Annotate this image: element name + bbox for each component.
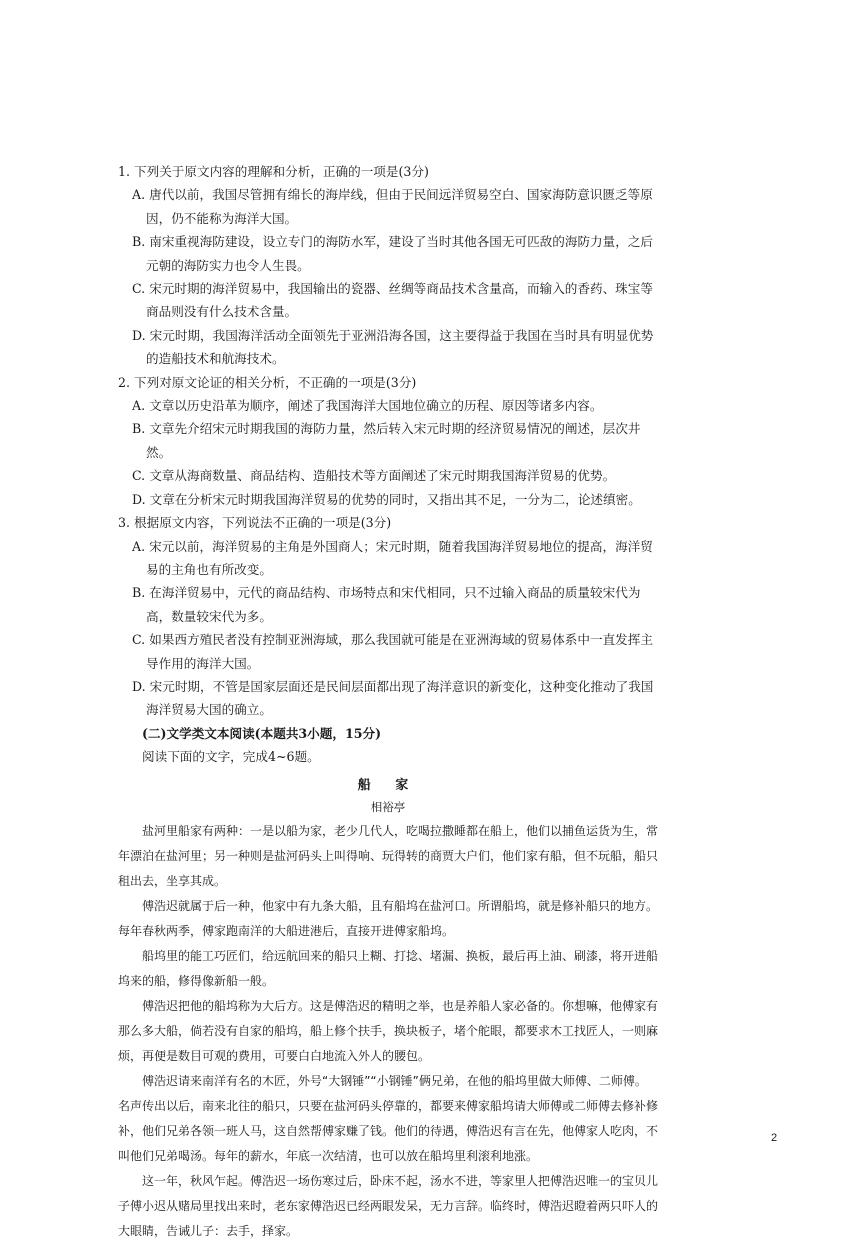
question-1-option-a: A. 唐代以前，我国尽管拥有绵长的海岸线，但由于民间远洋贸易空白、国家海防意识匮乏等原因，仍不能称为海洋大国。	[132, 187, 653, 226]
question-3-option-d: D. 宋元时期，不管是国家层面还是民间层面都出现了海洋意识的新变化，这种变化推动了我国海洋贸易大国的确立。	[132, 678, 654, 718]
story-paragraph: 船坞里的能工巧匠们，给远航回来的船只上糊、打捻、堵漏、换板，最后再上油、刷漆，将开进船坞来的船，修得像新船一般。	[118, 948, 659, 988]
story-paragraph: 傅浩迟就属于后一种，他家中有九条大船，且有船坞在盐河口。所谓船坞，就是修补船只的地方。每年春秋两季，傅家跑南洋的大船进港后，直接开进傅家船坞。	[118, 898, 659, 938]
story-paragraph: 盐河里船家有两种：一是以船为家，老少几代人，吃喝拉撒睡都在船上，他们以捕鱼运货为生，常年漂泊在盐河里；另一种则是盐河码头上叫得响、玩得转的商贾大户们，他们家有船，但不玩船，船只租出去，坐享其成。	[118, 823, 659, 888]
page-content	[118, 160, 658, 1244]
question-1-stem: 1. 下列关于原文内容的理解和分析，正确的一项是(3分)	[118, 164, 429, 179]
section-heading: (二)文学类文本阅读(本题共3小题，15分)	[142, 725, 382, 741]
question-1-option-b: B. 南宋重视海防建设，设立专门的海防水军，建设了当时其他各国无可匹敌的海防力量，之后元朝的海防实力也令人生畏。	[132, 234, 654, 273]
question-2-option-a: A. 文章以历史沿革为顺序，阐述了我国海洋大国地位确立的历程、原因等诸多内容。	[132, 398, 603, 414]
question-1-option-d: D. 宋元时期，我国海洋活动全面领先于亚洲沿海各国，这主要得益于我国在当时具有明显优势的造船技术和航海技术。	[132, 327, 654, 367]
question-3-stem: 3. 根据原文内容，下列说法不正确的一项是(3分)	[118, 515, 392, 531]
story-paragraph: 傅浩迟请来南洋有名的木匠，外号“大钢锤”“小钢锤”俩兄弟，在他的船坞里做大师傅、二师傅。名声传出以后，南来北往的船只，只要在盐河码头停靠的，都要来傅家船坞请大师傅或二师傅去修补修补，他们兄弟各领一班人马，这自然帮傅家赚了钱。他们的待遇，傅浩迟有言在先，他傅家人吃肉，不叫他们兄弟喝汤。每年的薪水，年底一次结清，也可以放在船坞里利滚利地涨。	[118, 1073, 659, 1163]
question-2-stem: 2. 下列对原文论证的相关分析，不正确的一项是(3分)	[118, 374, 417, 390]
story-paragraph: 傅浩迟把他的船坞称为大后方。这是傅浩迟的精明之举，也是养船人家必备的。你想嘛，他傅家有那么多大船，倘若没有自家的船坞，船上修个扶手，换块板子，堵个舵眼，都要求木工找匠人，一则麻烦，再便是数目可观的费用，可要白白地流入外人的腰包。	[118, 998, 659, 1063]
story-paragraph: 这一年，秋风乍起。傅浩迟一场伤寒过后，卧床不起，汤水不进，等家里人把傅浩迟唯一的宝贝儿子傅小迟从赌局里找出来时，老东家傅浩迟已经两眼发呆，无力言辞。临终时，傅浩迟瞪着两只吓人的大眼睛，告诫儿子：去手，择家。	[118, 1173, 659, 1238]
question-1-option-c: C. 宋元时期的海洋贸易中，我国输出的瓷器、丝绸等商品技术含量高，而输入的香药、珠宝等商品则没有什么技术含量。	[132, 281, 653, 320]
question-2-option-b: B. 文章先介绍宋元时期我国的海防力量，然后转入宋元时期的经济贸易情况的阐述，层次井然。	[132, 421, 641, 460]
page-number: 2	[771, 1132, 778, 1144]
question-3-option-a: A. 宋元以前，海洋贸易的主角是外国商人；宋元时期，随着我国海洋贸易地位的提高，海洋贸易的主角也有所改变。	[132, 538, 653, 577]
story-author: 相裕亭	[370, 799, 406, 814]
question-2-option-d: D. 文章在分析宋元时期我国海洋贸易的优势的同时，又指出其不足，一分为二，论述缜密。	[132, 491, 641, 507]
question-2-option-c: C. 文章从海商数量、商品结构、造船技术等方面阐述了宋元时期我国海洋贸易的优势。	[132, 468, 616, 484]
story-title: 船 家	[357, 777, 419, 793]
question-3-option-b: B. 在海洋贸易中，元代的商品结构、市场特点和宋代相同，只不过输入商品的质量较宋代为高，数量较宋代为多。	[132, 585, 641, 624]
question-3-option-c: C. 如果西方殖民者没有控制亚洲海域，那么我国就可能是在亚洲海域的贸易体系中一直发挥主导作用的海洋大国。	[132, 632, 653, 671]
section-instruction: 阅读下面的文字，完成4~6题。	[142, 749, 320, 765]
